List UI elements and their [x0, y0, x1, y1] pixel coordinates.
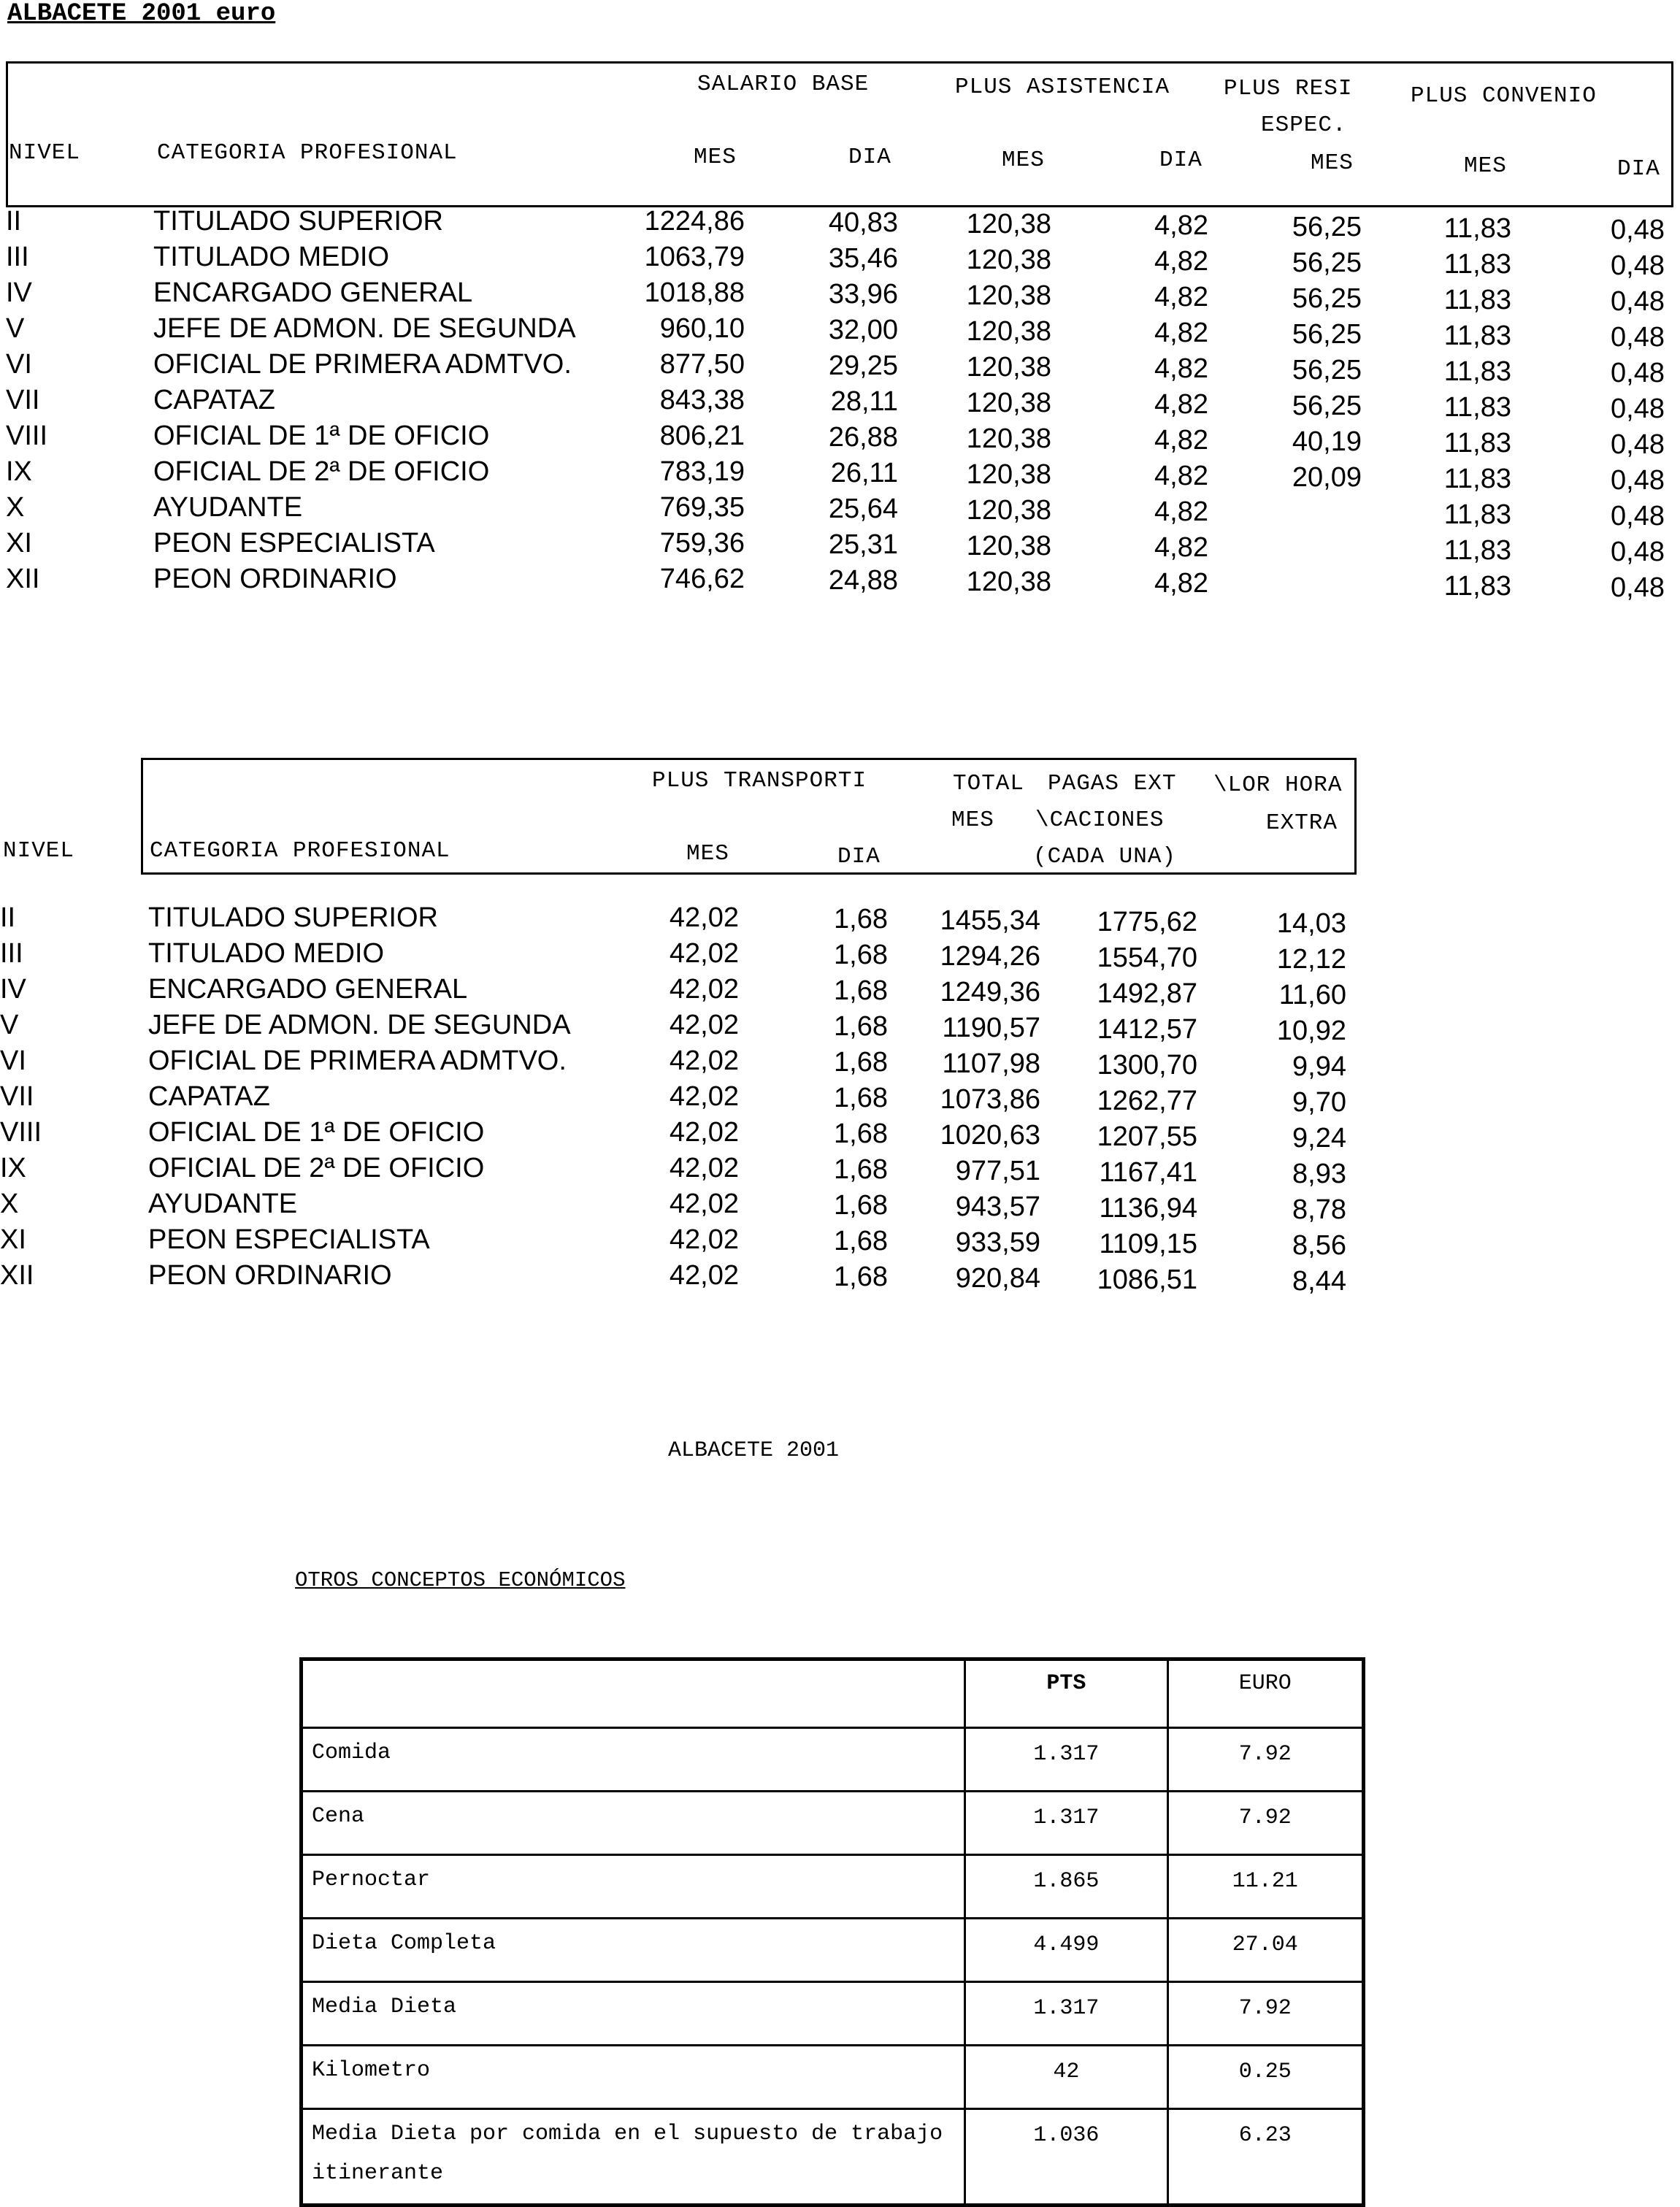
t2-hora-extra-cell: 14,03	[1276, 908, 1346, 939]
t2-nivel-cell: VIII	[0, 1117, 42, 1148]
t2-pagas-cell: 1775,62	[1097, 907, 1197, 937]
t2-hora-extra-cell: 10,92	[1276, 1016, 1346, 1046]
t2-pagas-cell: 1262,77	[1097, 1086, 1197, 1116]
t1-sb-mes-cell: 843,38	[659, 385, 745, 415]
t2-pt-mes-cell: 42,02	[669, 974, 739, 1005]
otros-euro-cell: 11.21	[1167, 1855, 1363, 1919]
t1-header-pc-mes: MES	[1464, 153, 1507, 179]
t2-header-extra: EXTRA	[1266, 810, 1338, 836]
t1-pc-mes-cell: 11,83	[1443, 392, 1511, 423]
otros-concepto-cell: Media Dieta	[302, 1982, 965, 2046]
otros-concepto-cell: Comida	[302, 1728, 965, 1792]
otros-pts-cell: 1.317	[965, 1982, 1167, 2046]
t2-header-pt-dia: DIA	[837, 844, 881, 870]
t2-categoria-cell: TITULADO SUPERIOR	[148, 902, 438, 933]
t1-pa-mes-cell: 120,38	[966, 567, 1051, 597]
t2-pagas-cell: 1086,51	[1097, 1264, 1197, 1295]
t1-pc-mes-cell: 11,83	[1443, 428, 1511, 458]
t1-categoria-cell: TITULADO SUPERIOR	[153, 206, 443, 237]
t2-categoria-cell: CAPATAZ	[148, 1081, 270, 1112]
otros-row	[302, 1728, 1364, 1792]
t1-sb-dia-cell: 35,46	[828, 243, 898, 274]
t2-pagas-cell: 1492,87	[1097, 978, 1197, 1009]
t2-categoria-cell: OFICIAL DE 1ª DE OFICIO	[148, 1117, 485, 1148]
t1-sb-mes-cell: 783,19	[659, 456, 745, 487]
t2-pagas-cell: 1412,57	[1097, 1014, 1197, 1045]
t1-sb-dia-cell: 28,11	[830, 386, 898, 417]
t1-header-pc-dia: DIA	[1617, 156, 1660, 182]
t1-pc-mes-cell: 11,83	[1443, 321, 1511, 351]
otros-pts-cell: 1.317	[965, 1792, 1167, 1855]
t1-pa-dia-cell: 4,82	[1154, 282, 1208, 312]
t2-pt-dia-cell: 1,68	[834, 904, 888, 934]
t1-categoria-cell: CAPATAZ	[153, 385, 275, 415]
t1-header-plus-resi: PLUS RESI	[1224, 76, 1353, 101]
otros-concepto-cell: Kilometro	[302, 2046, 965, 2109]
t2-categoria-cell: OFICIAL DE PRIMERA ADMTVO.	[148, 1045, 567, 1076]
t1-nivel-cell: V	[6, 313, 25, 344]
t2-total-mes-cell: 933,59	[955, 1227, 1040, 1258]
t1-pc-dia-cell: 0,48	[1611, 394, 1665, 424]
t1-header-pa-mes: MES	[1002, 147, 1045, 173]
t1-sb-mes-cell: 806,21	[659, 421, 745, 451]
t1-pa-mes-cell: 120,38	[966, 245, 1051, 275]
t2-header-total-mes: MES	[951, 807, 994, 833]
otros-header-blank	[302, 1659, 965, 1728]
t2-total-mes-cell: 1190,57	[942, 1013, 1040, 1043]
t2-pt-dia-cell: 1,68	[834, 940, 888, 970]
t2-total-mes-cell: 1294,26	[940, 941, 1040, 972]
t2-total-mes-cell: 1020,63	[940, 1120, 1040, 1151]
otros-row	[302, 2046, 1364, 2109]
t1-nivel-cell: XI	[6, 528, 32, 559]
t1-pr-mes-cell: 20,09	[1292, 462, 1362, 493]
t1-pa-dia-cell: 4,82	[1154, 532, 1208, 563]
t1-sb-dia-cell: 40,83	[828, 207, 898, 238]
t1-sb-dia-cell: 33,96	[828, 279, 898, 310]
t1-pc-dia-cell: 0,48	[1611, 501, 1665, 531]
t1-pa-dia-cell: 4,82	[1154, 461, 1208, 491]
t2-pt-mes-cell: 42,02	[669, 1081, 739, 1112]
otros-euro-cell: 27.04	[1167, 1919, 1363, 1982]
t1-pa-dia-cell: 4,82	[1154, 318, 1208, 348]
t1-pr-mes-cell: 56,25	[1292, 355, 1362, 385]
otros-row	[302, 1982, 1364, 2046]
otros-euro-cell: 6.23	[1167, 2109, 1363, 2206]
otros-concepto-cell: Pernoctar	[302, 1855, 965, 1919]
document-title: ALBACETE 2001 euro	[7, 0, 276, 28]
t1-pc-mes-cell: 11,83	[1443, 285, 1511, 315]
t2-pt-mes-cell: 42,02	[669, 1189, 739, 1219]
t1-pc-mes-cell: 11,83	[1443, 499, 1511, 530]
t1-categoria-cell: OFICIAL DE PRIMERA ADMTVO.	[153, 349, 572, 380]
t2-pt-mes-cell: 42,02	[669, 1117, 739, 1148]
t1-pa-dia-cell: 4,82	[1154, 568, 1208, 599]
t2-header-cada-una: (CADA UNA)	[1033, 844, 1177, 870]
t2-nivel-cell: XII	[0, 1260, 34, 1291]
t2-categoria-cell: PEON ESPECIALISTA	[148, 1224, 430, 1255]
t1-pa-mes-cell: 120,38	[966, 531, 1051, 561]
t1-pr-mes-cell: 56,25	[1292, 247, 1362, 278]
t1-sb-dia-cell: 24,88	[828, 565, 898, 596]
t1-pc-dia-cell: 0,48	[1611, 429, 1665, 460]
t1-header-sb-dia: DIA	[848, 145, 891, 170]
t1-header-sb-mes: MES	[694, 145, 737, 170]
t1-header-salario-base: SALARIO BASE	[697, 72, 870, 97]
t1-pc-mes-cell: 11,83	[1443, 571, 1511, 602]
t1-header-plus-asistencia: PLUS ASISTENCIA	[955, 74, 1170, 100]
t2-pagas-cell: 1136,94	[1099, 1193, 1197, 1224]
t1-nivel-cell: VII	[6, 385, 40, 415]
t2-hora-extra-cell: 11,60	[1278, 980, 1346, 1010]
t2-pt-mes-cell: 42,02	[669, 1153, 739, 1183]
t1-nivel-cell: III	[6, 242, 29, 272]
t1-pa-mes-cell: 120,38	[966, 209, 1051, 239]
t2-pt-mes-cell: 42,02	[669, 902, 739, 933]
t2-pt-mes-cell: 42,02	[669, 1224, 739, 1255]
t1-pa-dia-cell: 4,82	[1154, 389, 1208, 420]
otros-euro-cell: 7.92	[1167, 1792, 1363, 1855]
otros-pts-cell: 1.865	[965, 1855, 1167, 1919]
t1-sb-dia-cell: 26,11	[830, 458, 898, 488]
t1-pc-mes-cell: 11,83	[1443, 213, 1511, 244]
t2-categoria-cell: ENCARGADO GENERAL	[148, 974, 468, 1005]
t1-sb-mes-cell: 960,10	[659, 313, 745, 344]
otros-pts-cell: 1.317	[965, 1728, 1167, 1792]
t1-categoria-cell: JEFE DE ADMON. DE SEGUNDA	[153, 313, 576, 344]
otros-euro-cell: 0.25	[1167, 2046, 1363, 2109]
t1-nivel-cell: XII	[6, 564, 40, 594]
t2-total-mes-cell: 1455,34	[940, 905, 1040, 936]
t1-sb-mes-cell: 759,36	[659, 528, 745, 559]
t1-categoria-cell: PEON ESPECIALISTA	[153, 528, 435, 559]
t2-header-pagas-ext: PAGAS EXT	[1048, 771, 1177, 797]
t1-header-pr-mes: MES	[1311, 150, 1354, 176]
t1-pa-dia-cell: 4,82	[1154, 210, 1208, 241]
t2-pt-mes-cell: 42,02	[669, 1260, 739, 1291]
otros-body	[302, 1728, 1364, 2206]
t1-pr-mes-cell: 56,25	[1292, 391, 1362, 421]
t1-categoria-cell: OFICIAL DE 1ª DE OFICIO	[153, 421, 490, 451]
otros-pts-cell: 4.499	[965, 1919, 1167, 1982]
t1-sb-mes-cell: 1063,79	[644, 242, 745, 272]
t1-pc-mes-cell: 11,83	[1443, 535, 1511, 566]
t2-nivel-cell: V	[0, 1010, 19, 1040]
t2-nivel-cell: II	[0, 902, 16, 933]
t2-pt-dia-cell: 1,68	[834, 975, 888, 1006]
t1-pa-dia-cell: 4,82	[1154, 353, 1208, 384]
t2-pt-dia-cell: 1,68	[834, 1047, 888, 1078]
t2-hora-extra-cell: 8,78	[1292, 1194, 1346, 1225]
t1-pr-mes-cell: 40,19	[1292, 426, 1362, 457]
t2-pt-dia-cell: 1,68	[834, 1154, 888, 1185]
t1-pc-dia-cell: 0,48	[1611, 286, 1665, 317]
t2-header-pt-mes: MES	[686, 841, 729, 867]
t1-nivel-cell: II	[6, 206, 22, 237]
otros-concepto-cell: Cena	[302, 1792, 965, 1855]
t2-header-valor-hora: \LOR HORA	[1213, 772, 1343, 798]
t1-sb-dia-cell: 26,88	[828, 422, 898, 453]
t1-pa-mes-cell: 120,38	[966, 316, 1051, 347]
t1-pa-mes-cell: 120,38	[966, 352, 1051, 383]
t1-pc-mes-cell: 11,83	[1443, 356, 1511, 387]
t2-categoria-cell: JEFE DE ADMON. DE SEGUNDA	[148, 1010, 571, 1040]
t2-pagas-cell: 1554,70	[1097, 943, 1197, 973]
t1-pc-dia-cell: 0,48	[1611, 358, 1665, 388]
t2-total-mes-cell: 920,84	[955, 1263, 1040, 1294]
t1-nivel-cell: IV	[6, 277, 32, 308]
t1-sb-dia-cell: 29,25	[828, 350, 898, 381]
t1-pa-mes-cell: 120,38	[966, 280, 1051, 311]
t2-total-mes-cell: 1107,98	[942, 1048, 1040, 1079]
t2-nivel-cell: X	[0, 1189, 19, 1219]
t1-pc-dia-cell: 0,48	[1611, 572, 1665, 603]
t2-nivel-cell: XI	[0, 1224, 26, 1255]
t2-hora-extra-cell: 8,44	[1292, 1266, 1346, 1297]
t1-header-espec: ESPEC.	[1261, 112, 1347, 138]
t2-hora-extra-cell: 8,93	[1292, 1159, 1346, 1189]
t2-header-categoria: CATEGORIA PROFESIONAL	[150, 838, 450, 864]
t1-categoria-cell: PEON ORDINARIO	[153, 564, 397, 594]
otros-pts-cell: 1.036	[965, 2109, 1167, 2206]
t1-sb-mes-cell: 769,35	[659, 492, 745, 523]
t1-nivel-cell: VI	[6, 349, 32, 380]
otros-concepto-cell: Media Dieta por comida en el supuesto de trabajo itinerante	[302, 2109, 965, 2206]
otros-conceptos-table	[299, 1657, 1365, 2207]
t2-hora-extra-cell: 9,94	[1292, 1051, 1346, 1082]
t2-categoria-cell: OFICIAL DE 2ª DE OFICIO	[148, 1153, 485, 1183]
t1-pa-mes-cell: 120,38	[966, 459, 1051, 490]
t1-pa-dia-cell: 4,82	[1154, 496, 1208, 527]
t2-nivel-cell: IV	[0, 974, 26, 1005]
t1-pc-dia-cell: 0,48	[1611, 465, 1665, 496]
otros-row	[302, 1792, 1364, 1855]
t2-hora-extra-cell: 8,56	[1292, 1230, 1346, 1261]
otros-pts-cell: 42	[965, 2046, 1167, 2109]
t1-header-pa-dia: DIA	[1159, 147, 1203, 173]
t2-total-mes-cell: 1249,36	[940, 977, 1040, 1007]
t1-pr-mes-cell: 56,25	[1292, 212, 1362, 242]
otros-header-euro: EURO	[1167, 1659, 1363, 1728]
t1-nivel-cell: IX	[6, 456, 32, 487]
t2-pt-dia-cell: 1,68	[834, 1118, 888, 1149]
t2-pt-dia-cell: 1,68	[834, 1011, 888, 1042]
t2-hora-extra-cell: 12,12	[1276, 944, 1346, 975]
t2-pt-dia-cell: 1,68	[834, 1226, 888, 1256]
t2-categoria-cell: AYUDANTE	[148, 1189, 298, 1219]
t1-pa-mes-cell: 120,38	[966, 495, 1051, 526]
t1-sb-dia-cell: 25,64	[828, 494, 898, 524]
t2-nivel-cell: III	[0, 938, 23, 969]
t1-pc-dia-cell: 0,48	[1611, 250, 1665, 281]
t1-categoria-cell: ENCARGADO GENERAL	[153, 277, 473, 308]
t2-pagas-cell: 1300,70	[1097, 1050, 1197, 1081]
t1-header-nivel: NIVEL	[9, 140, 81, 166]
otros-row	[302, 2109, 1364, 2206]
t1-pc-dia-cell: 0,48	[1611, 215, 1665, 245]
t2-total-mes-cell: 943,57	[955, 1191, 1040, 1222]
otros-header-pts: PTS	[965, 1659, 1167, 1728]
t2-hora-extra-cell: 9,24	[1292, 1123, 1346, 1154]
t2-pt-mes-cell: 42,02	[669, 938, 739, 969]
t1-pa-dia-cell: 4,82	[1154, 246, 1208, 277]
t2-categoria-cell: PEON ORDINARIO	[148, 1260, 392, 1291]
t2-nivel-cell: VII	[0, 1081, 34, 1112]
otros-concepto-cell: Dieta Completa	[302, 1919, 965, 1982]
t1-pc-mes-cell: 11,83	[1443, 249, 1511, 280]
t1-pc-dia-cell: 0,48	[1611, 322, 1665, 353]
t2-header-total: TOTAL	[953, 771, 1025, 797]
t1-pr-mes-cell: 56,25	[1292, 283, 1362, 314]
t1-sb-mes-cell: 746,62	[659, 564, 745, 594]
t1-header-categoria: CATEGORIA PROFESIONAL	[157, 140, 458, 166]
t1-pr-mes-cell: 56,25	[1292, 319, 1362, 350]
t1-pc-mes-cell: 11,83	[1443, 464, 1511, 494]
t1-sb-mes-cell: 1224,86	[644, 206, 745, 237]
t2-pt-dia-cell: 1,68	[834, 1190, 888, 1221]
t1-categoria-cell: TITULADO MEDIO	[153, 242, 390, 272]
t1-sb-dia-cell: 32,00	[828, 315, 898, 345]
t2-nivel-cell: IX	[0, 1153, 26, 1183]
t2-total-mes-cell: 1073,86	[940, 1084, 1040, 1115]
t2-header-plus-transporte: PLUS TRANSPORTI	[652, 768, 867, 794]
t2-pagas-cell: 1207,55	[1097, 1121, 1197, 1152]
t1-nivel-cell: X	[6, 492, 25, 523]
t1-pa-mes-cell: 120,38	[966, 388, 1051, 418]
t2-pt-mes-cell: 42,02	[669, 1010, 739, 1040]
otros-euro-cell: 7.92	[1167, 1728, 1363, 1792]
t2-pt-dia-cell: 1,68	[834, 1262, 888, 1292]
t1-sb-mes-cell: 1018,88	[644, 277, 745, 308]
t1-pa-dia-cell: 4,82	[1154, 425, 1208, 456]
t2-pt-dia-cell: 1,68	[834, 1083, 888, 1113]
t2-pt-mes-cell: 42,02	[669, 1045, 739, 1076]
t1-pc-dia-cell: 0,48	[1611, 537, 1665, 567]
t2-header-vacaciones: \CACIONES	[1035, 807, 1165, 833]
t1-categoria-cell: OFICIAL DE 2ª DE OFICIO	[153, 456, 490, 487]
otros-row	[302, 1855, 1364, 1919]
otros-euro-cell: 7.92	[1167, 1982, 1363, 2046]
t2-hora-extra-cell: 9,70	[1292, 1087, 1346, 1118]
t1-nivel-cell: VIII	[6, 421, 48, 451]
t2-total-mes-cell: 977,51	[955, 1156, 1040, 1186]
t1-sb-mes-cell: 877,50	[659, 349, 745, 380]
t2-nivel-cell: VI	[0, 1045, 26, 1076]
t1-pa-mes-cell: 120,38	[966, 423, 1051, 454]
t2-pagas-cell: 1109,15	[1099, 1229, 1197, 1259]
t1-header-plus-convenio: PLUS CONVENIO	[1411, 83, 1597, 109]
section3-subtitle: OTROS CONCEPTOS ECONÓMICOS	[295, 1568, 626, 1592]
t2-categoria-cell: TITULADO MEDIO	[148, 938, 385, 969]
otros-row	[302, 1919, 1364, 1982]
t1-sb-dia-cell: 25,31	[828, 529, 898, 560]
t2-pagas-cell: 1167,41	[1099, 1157, 1197, 1188]
section3-title: ALBACETE 2001	[668, 1438, 840, 1463]
t1-categoria-cell: AYUDANTE	[153, 492, 303, 523]
t2-header-nivel: NIVEL	[3, 838, 75, 864]
